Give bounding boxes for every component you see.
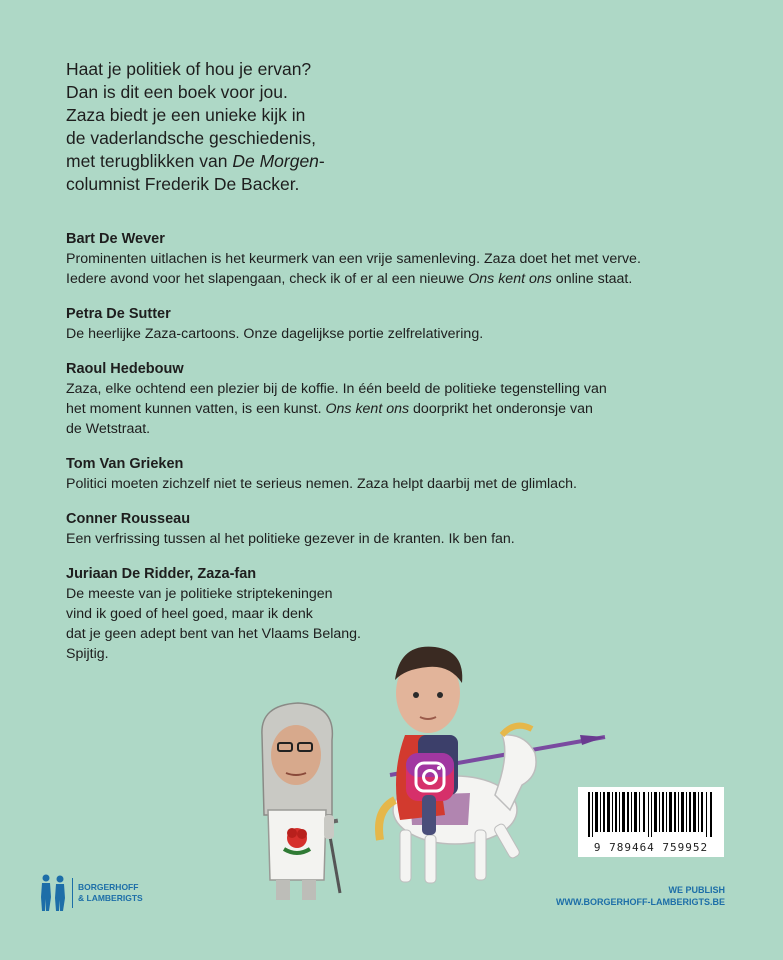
quote <box>66 229 706 289</box>
isbn-digits: 9 789464 759952 <box>593 841 709 854</box>
quote-line: Een verfrissing tussen al het politieke gezever in de kranten. Ik ben fan. <box>66 531 515 547</box>
quote-line-part: doorprikt het onderonsje van <box>409 401 593 417</box>
intro-line: de vaderlandsche geschiedenis, <box>66 128 317 148</box>
intro-line: Zaza biedt je een unieke kijk in <box>66 105 306 125</box>
intro-line-text: met terugblikken van <box>66 151 233 171</box>
quote-text <box>66 324 706 344</box>
intro-line: Dan is dit een boek voor jou. <box>66 82 288 102</box>
quote-author: Petra De Sutter <box>66 306 171 322</box>
publisher-figures-icon <box>36 873 70 913</box>
publisher-logo <box>36 873 166 913</box>
quote-author: Raoul Hedebouw <box>66 361 184 377</box>
barcode <box>578 787 724 857</box>
cartoon-illustration <box>240 625 610 900</box>
quote-line: Politici moeten zichzelf niet te serieus nemen. Zaza helpt daarbij met de glimlach. <box>66 476 577 492</box>
quote-line: Prominenten uitlachen is het keurmerk van een vrije samenleving. Zaza doet het met verve. <box>66 251 641 267</box>
intro-line <box>66 150 486 173</box>
quote-text <box>66 474 706 494</box>
quote <box>66 359 706 439</box>
intro-text <box>66 58 486 196</box>
quote-line-part: Iedere avond voor het slapengaan, check ik of er al een nieuwe <box>66 271 469 287</box>
intro-line: Haat je politiek of hou je ervan? <box>66 59 312 79</box>
knight-illustration <box>262 703 340 900</box>
quote-text <box>66 529 706 549</box>
barcode-bars <box>586 792 716 837</box>
quotes-section <box>66 229 706 679</box>
quote-text <box>66 379 706 439</box>
publisher-name-line: BORGERHOFF <box>78 882 139 892</box>
logo-divider <box>72 878 73 908</box>
quote-author: Juriaan De Ridder, Zaza-fan <box>66 566 257 582</box>
quote-line: De meeste van je politieke striptekeningen <box>66 586 333 602</box>
publisher-website <box>556 884 725 908</box>
series-title: Ons kent ons <box>325 401 410 417</box>
horse-rider-illustration <box>379 647 605 883</box>
quote-line: Spijtig. <box>66 646 109 662</box>
publisher-name-line: & LAMBERIGTS <box>78 893 143 903</box>
quote-line <box>66 269 706 289</box>
quote-line: de Wetstraat. <box>66 421 151 437</box>
quote <box>66 304 706 344</box>
quote-line <box>66 399 706 419</box>
quote-line: De heerlijke Zaza-cartoons. Onze dagelijkse portie zelfrelativering. <box>66 326 484 342</box>
quote-author: Tom Van Grieken <box>66 456 184 472</box>
quote-line: vind ik goed of heel goed, maar ik denk <box>66 606 313 622</box>
quote-line-part: het moment kunnen vatten, is een kunst. <box>66 401 326 417</box>
instagram-icon <box>406 753 454 801</box>
quote-line: Zaza, elke ochtend een plezier bij de koffie. In één beeld de politieke tegenstelling van <box>66 381 607 397</box>
intro-hyphen: - <box>318 151 325 171</box>
quote-text <box>66 249 706 289</box>
quote-author: Conner Rousseau <box>66 511 191 527</box>
quote <box>66 454 706 494</box>
series-title: Ons kent ons <box>468 271 552 287</box>
quote-line-part: online staat. <box>551 271 633 287</box>
intro-line: columnist Frederik De Backer. <box>66 174 300 194</box>
newspaper-name: De Morgen <box>232 151 319 171</box>
publisher-name <box>78 882 143 904</box>
publisher-tagline: WE PUBLISH <box>668 885 725 895</box>
publisher-url[interactable]: WWW.BORGERHOFF-LAMBERIGTS.BE <box>556 897 725 907</box>
quote-line: dat je geen adept bent van het Vlaams Belang. <box>66 626 362 642</box>
quote-author: Bart De Wever <box>66 231 165 247</box>
quote <box>66 509 706 549</box>
